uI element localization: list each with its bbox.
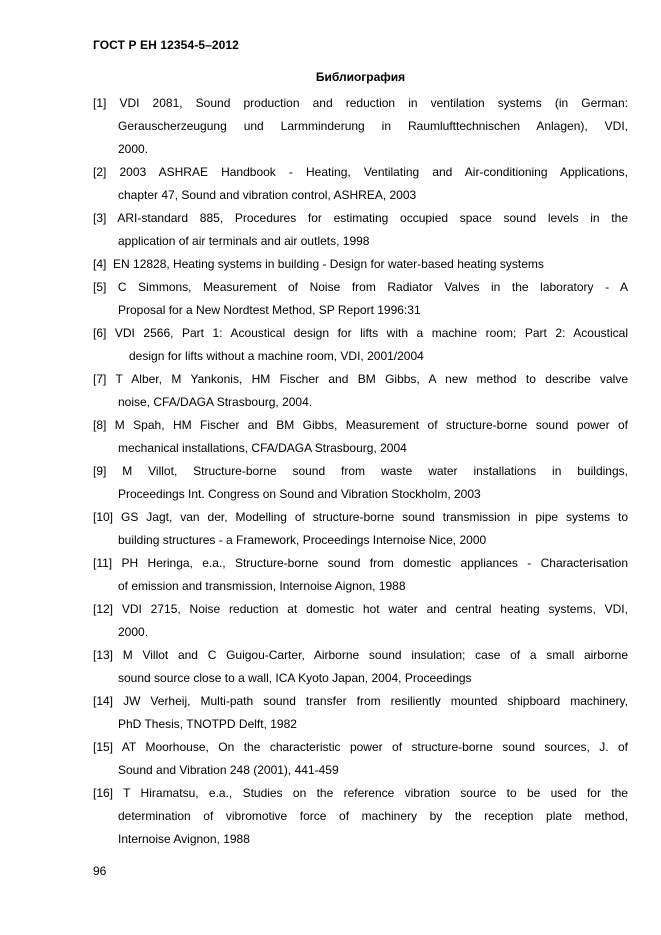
reference-number: [12] [93, 602, 114, 616]
standard-header: ГОСТ Р ЕН 12354-5–2012 [93, 38, 239, 52]
reference-line: [13] M Villot and C Guigou-Carter, Airborne sound insulation; case of a small airborne [93, 648, 628, 662]
reference-number: [8] [93, 418, 107, 432]
reference-number: [16] [93, 786, 114, 800]
reference-line: [2] 2003 ASHRAE Handbook - Heating, Ventilating and Air-conditioning Applications, [93, 165, 628, 179]
list-item [93, 161, 628, 207]
reference-line: [8] M Spah, HM Fischer and BM Gibbs, Measurement of structure-borne sound power of [93, 418, 628, 432]
reference-line: [1] VDI 2081, Sound production and reduction in ventilation systems (in German: [93, 96, 628, 110]
reference-line: [14] JW Verheij, Multi-path sound transfer from resiliently mounted shipboard machinery, [93, 694, 628, 708]
reference-line: [16] T Hiramatsu, e.a., Studies on the reference vibration source to be used for the [93, 786, 628, 800]
reference-line: determination of vibromotive force of machinery by the reception plate method, [118, 809, 628, 823]
reference-line: design for lifts without a machine room, VDI, 2001/2004 [129, 349, 424, 363]
reference-line: PhD Thesis, TNOTPD Delft, 1982 [118, 717, 297, 731]
list-item [93, 276, 628, 322]
reference-line: Internoise Avignon, 1988 [118, 832, 250, 846]
list-item [93, 368, 628, 414]
reference-line: [6] VDI 2566, Part 1: Acoustical design for lifts with a machine room; Part 2: Acoustical [93, 326, 628, 340]
list-item [93, 414, 628, 460]
reference-number: [4] [93, 257, 107, 271]
list-item [93, 207, 628, 253]
reference-line: Gerauscherzeugung und Larmminderung in Raumlufttechnischen Anlagen), VDI, [118, 119, 628, 133]
list-item [93, 460, 628, 506]
section-title: Библиография [315, 70, 406, 84]
list-item [93, 552, 628, 598]
list-item [93, 253, 628, 276]
reference-number: [5] [93, 280, 107, 294]
reference-number: [9] [93, 464, 107, 478]
reference-line: chapter 47, Sound and vibration control, ASHREA, 2003 [118, 188, 417, 202]
list-item [93, 690, 628, 736]
bibliography-list [93, 92, 628, 851]
reference-line: [15] AT Moorhouse, On the characteristic power of structure-borne sound sources, J. of [93, 740, 628, 754]
reference-number: [15] [93, 740, 114, 754]
reference-line: Proposal for a New Nordtest Method, SP Report 1996:31 [118, 303, 421, 317]
reference-line: [5] C Simmons, Measurement of Noise from Radiator Valves in the laboratory - A [93, 280, 628, 294]
reference-number: [1] [93, 96, 107, 110]
list-item [93, 736, 628, 782]
reference-number: [7] [93, 372, 107, 386]
reference-line: of emission and transmission, Internoise Aignon, 1988 [118, 579, 406, 593]
list-item [93, 644, 628, 690]
list-item [93, 92, 628, 161]
list-item [93, 782, 628, 851]
reference-line: Proceedings Int. Congress on Sound and Vibration Stockholm, 2003 [118, 487, 481, 501]
list-item [93, 506, 628, 552]
list-item [93, 598, 628, 644]
reference-line: [9] M Villot, Structure-borne sound from waste water installations in buildings, [93, 464, 628, 478]
reference-line: 2000. [118, 625, 149, 639]
reference-number: [6] [93, 326, 107, 340]
list-item [93, 322, 628, 368]
reference-number: [10] [93, 510, 114, 524]
reference-line: [11] PH Heringa, e.a., Structure-borne sound from domestic appliances - Characterisation [93, 556, 628, 570]
reference-line: mechanical installations, CFA/DAGA Strasbourg, 2004 [118, 441, 407, 455]
reference-line: [3] ARI-standard 885, Procedures for estimating occupied space sound levels in the [93, 211, 628, 225]
reference-line: [4] EN 12828, Heating systems in building - Design for water-based heating systems [93, 257, 544, 271]
reference-number: [14] [93, 694, 114, 708]
reference-line: application of air terminals and air outlets, 1998 [118, 234, 370, 248]
reference-line: building structures - a Framework, Proceedings Internoise Nice, 2000 [118, 533, 487, 547]
page-number: 96 [93, 864, 107, 878]
reference-line: noise, CFA/DAGA Strasbourg, 2004. [118, 395, 313, 409]
reference-number: [2] [93, 165, 107, 179]
reference-line: 2000. [118, 142, 149, 156]
reference-line: sound source close to a wall, ICA Kyoto Japan, 2004, Proceedings [118, 671, 472, 685]
reference-number: [11] [93, 556, 113, 570]
reference-line: [12] VDI 2715, Noise reduction at domestic hot water and central heating systems, VDI, [93, 602, 628, 616]
reference-line: Sound and Vibration 248 (2001), 441-459 [118, 763, 339, 777]
reference-number: [3] [93, 211, 107, 225]
reference-line: [10] GS Jagt, van der, Modelling of structure-borne sound transmission in pipe systems to [93, 510, 628, 524]
reference-line: [7] T Alber, M Yankonis, HM Fischer and BM Gibbs, A new method to describe valve [93, 372, 628, 386]
reference-number: [13] [93, 648, 114, 662]
